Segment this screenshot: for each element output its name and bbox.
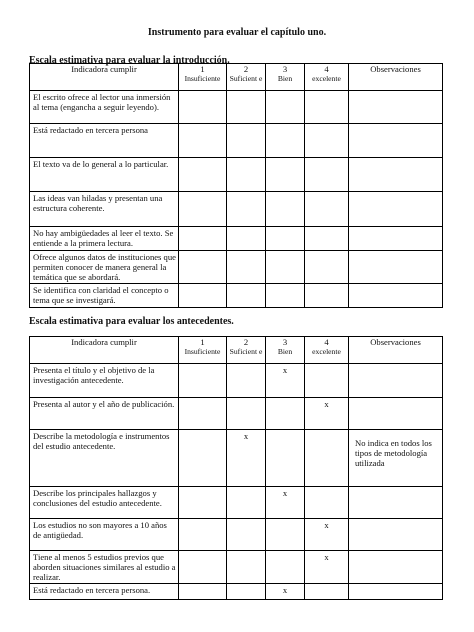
rating-cell-4 bbox=[305, 364, 349, 398]
rating-cell-3: x bbox=[266, 487, 305, 519]
table-row bbox=[30, 227, 443, 251]
section-heading-antecedentes: Escala estimativa para evaluar los antecedentes. bbox=[29, 316, 234, 327]
rating-cell-1 bbox=[179, 487, 227, 519]
rating-cell-2 bbox=[227, 284, 266, 308]
table-row bbox=[30, 519, 443, 551]
observation-cell bbox=[349, 551, 443, 584]
rating-cell-3 bbox=[266, 284, 305, 308]
rating-cell-1 bbox=[179, 584, 227, 600]
column-header-3: 3 Bien bbox=[266, 337, 305, 364]
table-row bbox=[30, 398, 443, 430]
rating-cell-2 bbox=[227, 251, 266, 284]
rating-cell-2 bbox=[227, 124, 266, 158]
column-header-4: 4 excelente bbox=[305, 337, 349, 364]
rating-cell-4 bbox=[305, 124, 349, 158]
rating-cell-4: x bbox=[305, 519, 349, 551]
rating-cell-4 bbox=[305, 487, 349, 519]
rating-cell-3 bbox=[266, 192, 305, 227]
rating-cell-1 bbox=[179, 284, 227, 308]
column-header-2: 2 Suficient e bbox=[227, 337, 266, 364]
criterion-text: El texto va de lo general a lo particular. bbox=[30, 158, 179, 192]
table-row bbox=[30, 364, 443, 398]
observation-cell bbox=[349, 192, 443, 227]
indicator-column-header: Indicadora cumplir bbox=[30, 64, 179, 91]
table-row bbox=[30, 584, 443, 600]
rating-cell-1 bbox=[179, 430, 227, 487]
rating-cell-4 bbox=[305, 584, 349, 600]
rating-cell-3 bbox=[266, 158, 305, 192]
table-row bbox=[30, 430, 443, 487]
rating-cell-1 bbox=[179, 519, 227, 551]
table-row bbox=[30, 91, 443, 124]
table-row bbox=[30, 284, 443, 308]
table-header-row bbox=[30, 64, 443, 91]
rating-cell-3 bbox=[266, 519, 305, 551]
table-row bbox=[30, 251, 443, 284]
rating-cell-1 bbox=[179, 158, 227, 192]
rating-cell-4 bbox=[305, 284, 349, 308]
rating-cell-3 bbox=[266, 551, 305, 584]
criterion-text: Describe los principales hallazgos y conclusiones del estudio antecedente. bbox=[30, 487, 179, 519]
rating-cell-2 bbox=[227, 398, 266, 430]
column-header-1: 1 Insuficiente bbox=[179, 64, 227, 91]
criterion-text: Está redactado en tercera persona. bbox=[30, 584, 179, 600]
rating-cell-1 bbox=[179, 398, 227, 430]
table-row bbox=[30, 487, 443, 519]
observation-cell bbox=[349, 487, 443, 519]
table-row bbox=[30, 158, 443, 192]
rating-cell-1 bbox=[179, 551, 227, 584]
rating-cell-2 bbox=[227, 158, 266, 192]
indicator-column-header: Indicadora cumplir bbox=[30, 337, 179, 364]
rating-cell-3 bbox=[266, 430, 305, 487]
criterion-text: El escrito ofrece al lector una inmersión al tema (engancha a seguir leyendo). bbox=[30, 91, 179, 124]
criterion-text: Tiene al menos 5 estudios previos que aborden situaciones similares al estudio a realizar. bbox=[30, 551, 179, 584]
rating-cell-1 bbox=[179, 91, 227, 124]
criterion-text: Los estudios no son mayores a 10 años de antigüedad. bbox=[30, 519, 179, 551]
rating-cell-3: x bbox=[266, 584, 305, 600]
column-header-1: 1 Insuficiente bbox=[179, 337, 227, 364]
rating-cell-2 bbox=[227, 584, 266, 600]
column-header-4: 4 excelente bbox=[305, 64, 349, 91]
table-row bbox=[30, 124, 443, 158]
observation-cell bbox=[349, 584, 443, 600]
observation-cell bbox=[349, 519, 443, 551]
rating-cell-4: x bbox=[305, 398, 349, 430]
rating-cell-4 bbox=[305, 251, 349, 284]
rating-cell-4: x bbox=[305, 551, 349, 584]
observation-cell bbox=[349, 91, 443, 124]
rating-cell-1 bbox=[179, 124, 227, 158]
rating-cell-1 bbox=[179, 364, 227, 398]
rating-table-introduccion bbox=[29, 63, 443, 308]
rating-cell-3: x bbox=[266, 364, 305, 398]
criterion-text: No hay ambigüedades al leer el texto. Se entiende a la primera lectura. bbox=[30, 227, 179, 251]
rating-cell-4 bbox=[305, 227, 349, 251]
observation-cell bbox=[349, 398, 443, 430]
table-row bbox=[30, 192, 443, 227]
rating-cell-1 bbox=[179, 227, 227, 251]
rating-cell-4 bbox=[305, 91, 349, 124]
criterion-text: Está redactado en tercera persona bbox=[30, 124, 179, 158]
observation-cell bbox=[349, 251, 443, 284]
document-title: Instrumento para evaluar el capítulo uno. bbox=[147, 27, 327, 38]
rating-cell-4 bbox=[305, 192, 349, 227]
rating-cell-1 bbox=[179, 192, 227, 227]
rating-cell-2 bbox=[227, 91, 266, 124]
column-header-2: 2 Suficient e bbox=[227, 64, 266, 91]
observations-column-header: Observaciones bbox=[349, 64, 443, 91]
rating-cell-1 bbox=[179, 251, 227, 284]
rating-cell-3 bbox=[266, 251, 305, 284]
criterion-text: Las ideas van hiladas y presentan una estructura coherente. bbox=[30, 192, 179, 227]
observation-cell bbox=[349, 158, 443, 192]
rating-cell-2 bbox=[227, 227, 266, 251]
criterion-text: Se identifica con claridad el concepto o tema que se investigará. bbox=[30, 284, 179, 308]
observation-cell bbox=[349, 124, 443, 158]
observation-cell: No indica en todos los tipos de metodología utilizada bbox=[349, 430, 443, 487]
rating-cell-3 bbox=[266, 227, 305, 251]
rating-cell-2 bbox=[227, 487, 266, 519]
rating-cell-2 bbox=[227, 519, 266, 551]
criterion-text: Describe la metodología e instrumentos del estudio antecedente. bbox=[30, 430, 179, 487]
table-row bbox=[30, 551, 443, 584]
table-header-row bbox=[30, 337, 443, 364]
rating-cell-2: x bbox=[227, 430, 266, 487]
criterion-text: Presenta el título y el objetivo de la investigación antecedente. bbox=[30, 364, 179, 398]
criterion-text: Ofrece algunos datos de instituciones que permiten conocer de manera general la temática que se abordará. bbox=[30, 251, 179, 284]
rating-cell-3 bbox=[266, 91, 305, 124]
rating-cell-2 bbox=[227, 551, 266, 584]
rating-cell-2 bbox=[227, 364, 266, 398]
rating-cell-4 bbox=[305, 430, 349, 487]
rating-cell-2 bbox=[227, 192, 266, 227]
rating-cell-4 bbox=[305, 158, 349, 192]
criterion-text: Presenta al autor y el año de publicación. bbox=[30, 398, 179, 430]
observation-cell bbox=[349, 364, 443, 398]
rating-cell-3 bbox=[266, 124, 305, 158]
column-header-3: 3 Bien bbox=[266, 64, 305, 91]
rating-cell-3 bbox=[266, 398, 305, 430]
observation-cell bbox=[349, 284, 443, 308]
observation-cell bbox=[349, 227, 443, 251]
section-heading-introduccion: Escala estimativa para evaluar la introducción. bbox=[29, 55, 230, 66]
rating-table-antecedentes bbox=[29, 336, 443, 600]
observations-column-header: Observaciones bbox=[349, 337, 443, 364]
